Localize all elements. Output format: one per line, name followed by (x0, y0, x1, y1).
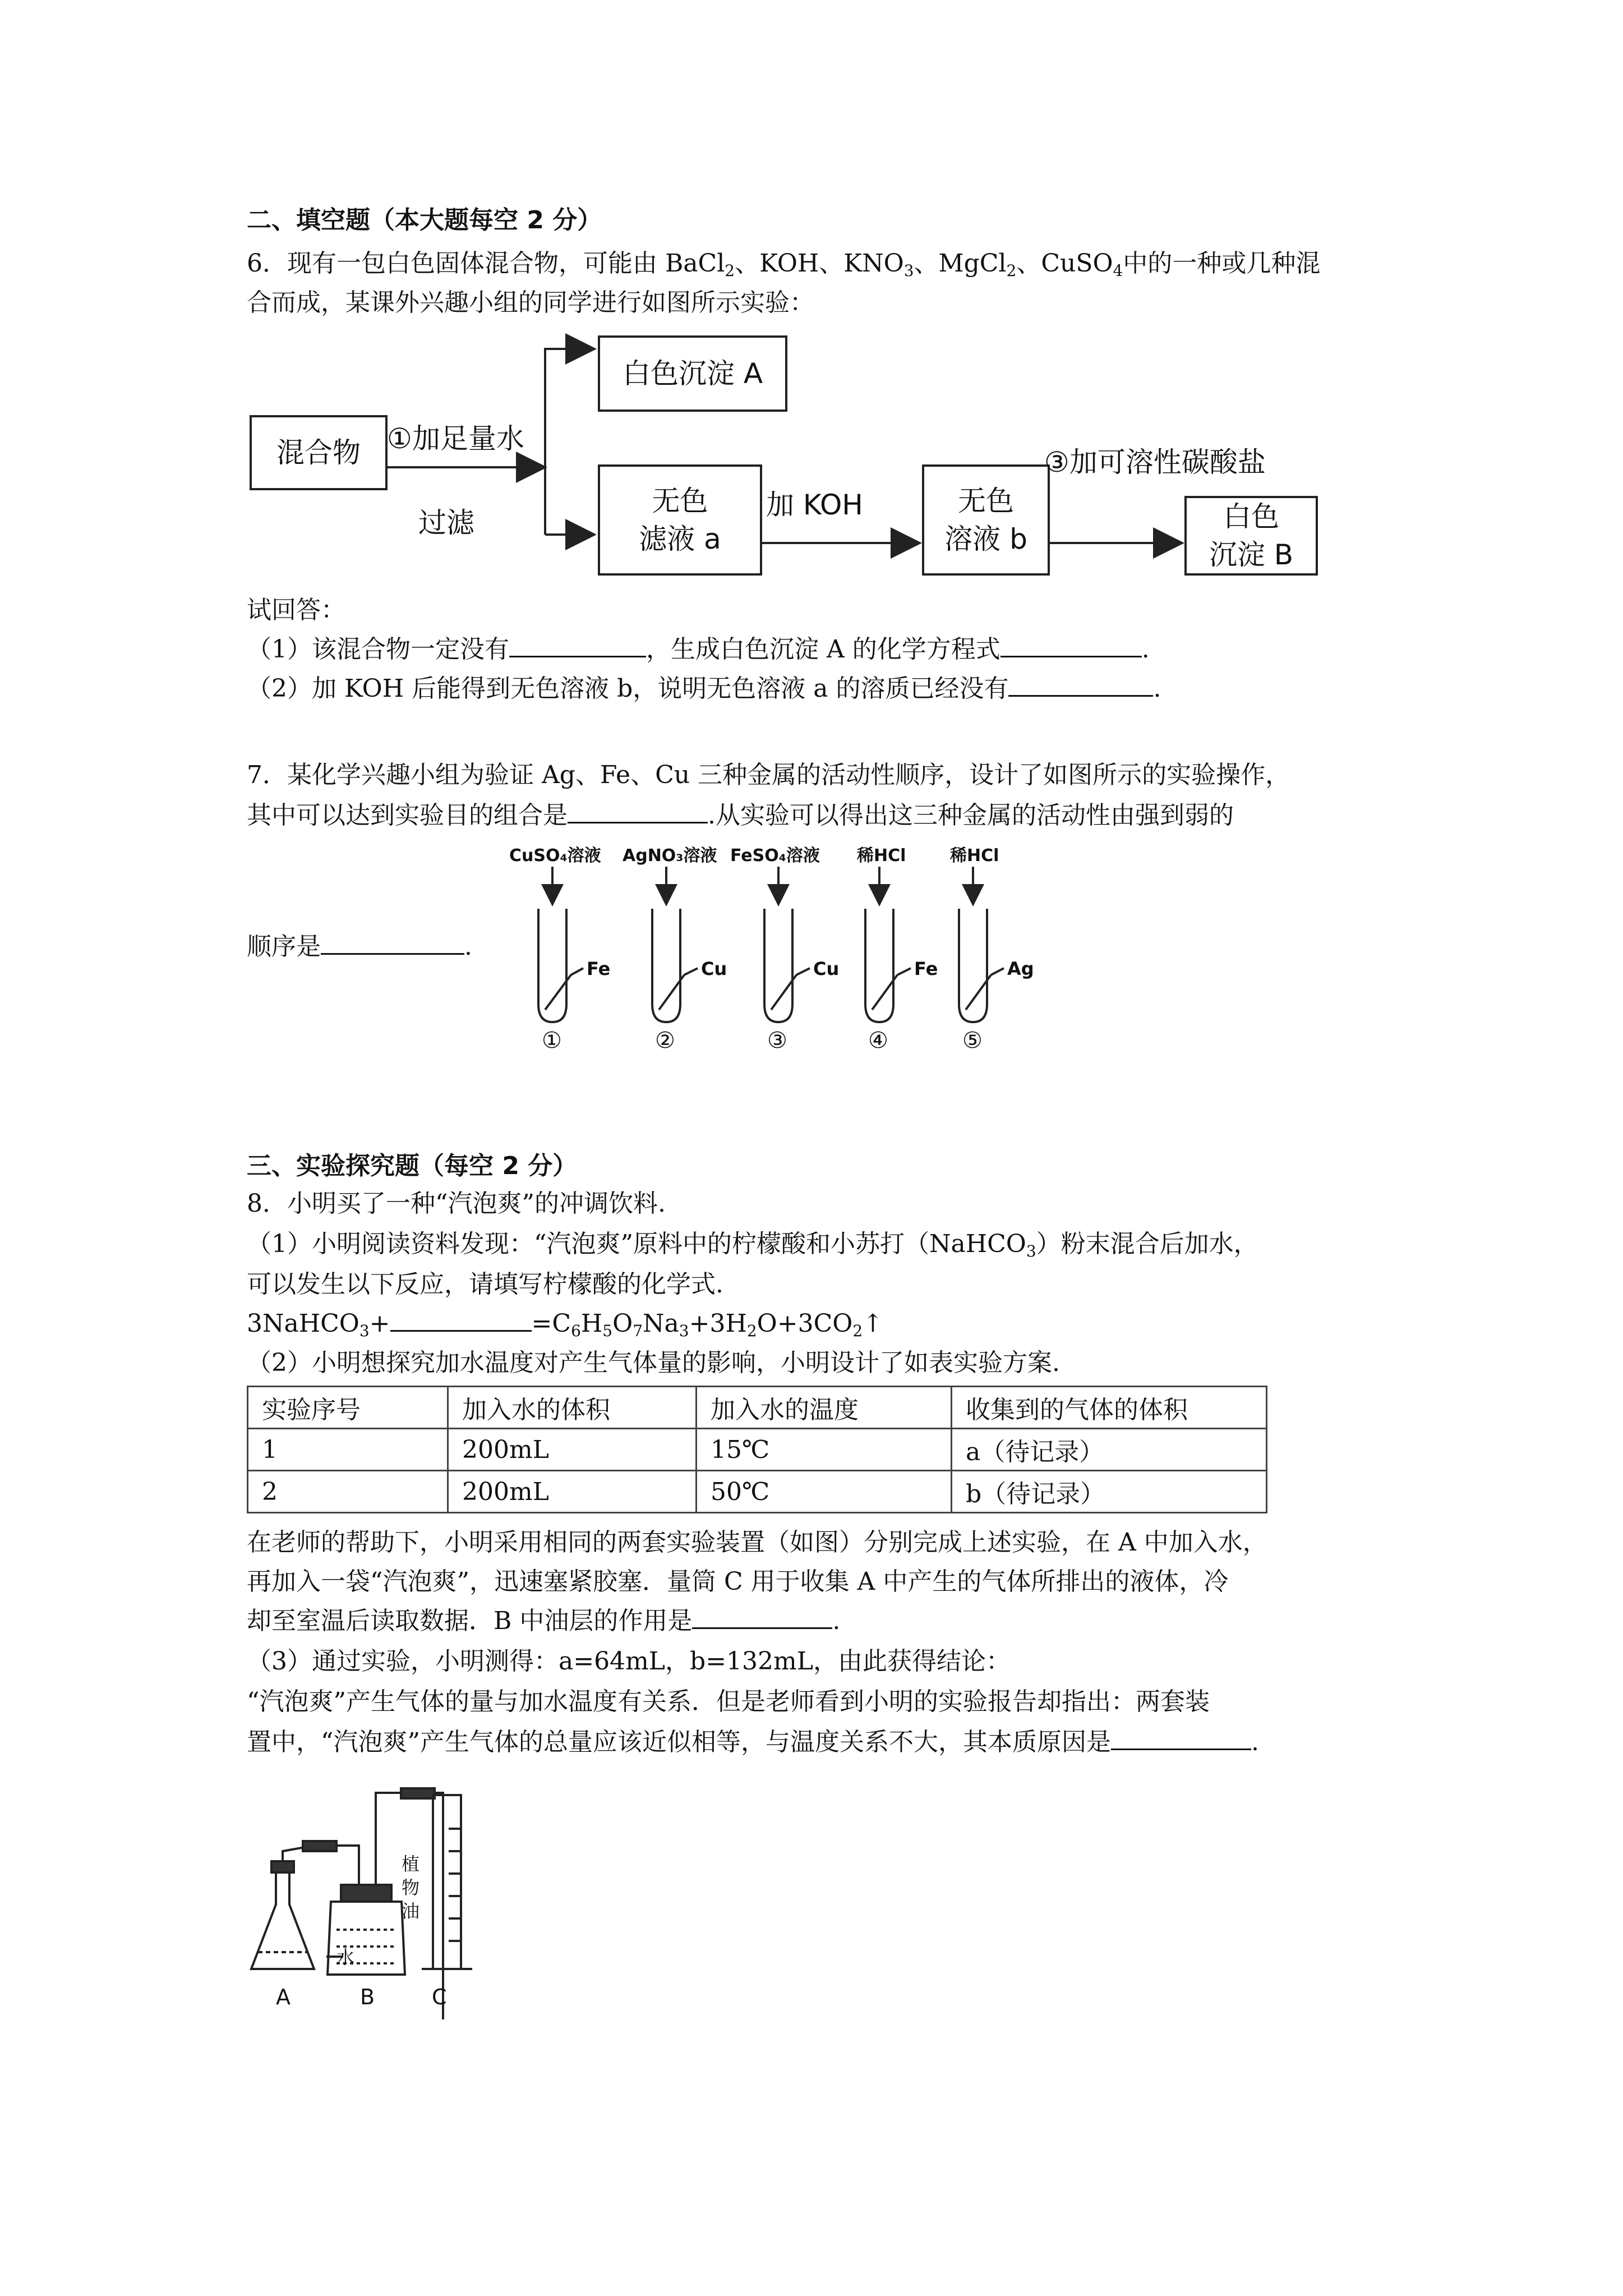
label-filter: 过滤 (418, 507, 474, 539)
q8-p2-after3: 却至室温后读取数据．B 中油层的作用是 . (247, 1604, 840, 1638)
apparatus-label-b: B (360, 1985, 375, 2009)
q8-p1-line1: （1）小明阅读资料发现：“汽泡爽”原料中的柠檬酸和小苏打（NaHCO$_3$）粉末混合后加水， (247, 1230, 1258, 1260)
table-cell: 1 (248, 1429, 448, 1471)
tube3-metal: Cu (813, 958, 840, 979)
q6-line2: 合而成，某课外兴趣小组的同学进行如图所示实验： (247, 288, 814, 317)
box-solution-b: 无色 溶液 b (922, 464, 1050, 576)
table-header-cell: 收集到的气体的体积 (952, 1387, 1267, 1429)
q6-line1: 6．现有一包白色固体混合物，可能由 BaCl$_2$、KOH、$KNO_3$、MgCl$_2$、CuSO$_4$中的一种或几种混 (247, 249, 1321, 280)
label-add-koh: 加 KOH (766, 489, 863, 521)
q8-p2-after1: 在老师的帮助下，小明采用相同的两套实验装置（如图）分别完成上述实验，在 A 中加入水， (247, 1528, 1267, 1557)
q8-p2: （2）小明想探究加水温度对产生气体量的影响，小明设计了如表实验方案. (247, 1349, 1060, 1377)
q8-p3-line1: （3）通过实验，小明测得：a=64mL，b=132mL，由此获得结论： (247, 1647, 1011, 1676)
box-filtrate-a: 无色 滤液 a (598, 464, 762, 576)
table-cell: 50℃ (697, 1471, 952, 1513)
tube4-reagent: 稀HCl (857, 846, 906, 866)
section2-heading: 二、填空题（本大题每空 2 分） (247, 206, 602, 234)
tube2-reagent: AgNO₃溶液 (623, 846, 717, 866)
tube2-metal: Cu (701, 958, 727, 979)
tube5-number: ⑤ (962, 1028, 983, 1053)
table-cell: 2 (248, 1471, 448, 1513)
tube4-metal: Fe (914, 958, 938, 979)
q8-equation: 3NaHCO$_3$+ $=C_6H_5O_7Na_3+3H_2O+3CO_2↑$ (247, 1307, 883, 1341)
label-step3: ③加可溶性碳酸盐 (1044, 446, 1266, 478)
table-header-cell: 加入水的体积 (448, 1387, 697, 1429)
q8-p2-after2: 再加入一袋“汽泡爽”，迅速塞紧胶塞．量筒 C 用于收集 A 中产生的气体所排出的液体，冷 (247, 1567, 1229, 1596)
table-header-cell: 实验序号 (248, 1387, 448, 1429)
q8-p3-line2: “汽泡爽”产生气体的量与加水温度有关系．但是老师看到小明的实验报告却指出：两套装 (247, 1687, 1210, 1716)
box-precipitate-b: 白色 沉淀 B (1184, 496, 1318, 576)
table-cell: b（待记录） (952, 1471, 1267, 1513)
box-mixture: 混合物 (250, 415, 388, 490)
q7-line3: 顺序是 . (247, 930, 472, 964)
q7-line1: 7．某化学兴趣小组为验证 Ag、Fe、Cu 三种金属的活动性顺序，设计了如图所示的实验操作， (247, 761, 1290, 789)
q6-answer-intro: 试回答： (247, 596, 345, 624)
oil-label: 植 物 油 (402, 1853, 420, 1922)
tube3-number: ③ (767, 1028, 787, 1053)
table-cell: 200mL (448, 1471, 697, 1513)
tube5-metal: Ag (1007, 958, 1034, 979)
apparatus-label-c: C (432, 1985, 447, 2009)
table-header-cell: 加入水的温度 (697, 1387, 952, 1429)
apparatus-label-a: A (276, 1985, 291, 2009)
q7-line2: 其中可以达到实验目的组合是 .从实验可以得出这三种金属的活动性由强到弱的 (247, 799, 1234, 832)
tube1-number: ① (542, 1028, 562, 1053)
q6-sub2: （2）加 KOH 后能得到无色溶液 b，说明无色溶液 a 的溶质已经没有 . (247, 672, 1161, 706)
tube3-reagent: FeSO₄溶液 (730, 846, 820, 866)
tube1-metal: Fe (587, 958, 611, 979)
tube1-reagent: CuSO₄溶液 (509, 846, 601, 866)
q8-p1-line2: 可以发生以下反应，请填写柠檬酸的化学式. (247, 1270, 723, 1299)
box-precipitate-a: 白色沉淀 A (598, 335, 787, 412)
water-label: 水 (336, 1947, 355, 1968)
section3-heading: 三、实验探究题（每空 2 分） (247, 1152, 578, 1180)
tube4-number: ④ (868, 1028, 888, 1053)
label-step1: ①加足量水 (387, 422, 524, 455)
q6-sub1: （1）该混合物一定没有 ，生成白色沉淀 A 的化学方程式 . (247, 633, 1150, 666)
tube5-reagent: 稀HCl (950, 846, 999, 866)
table-cell: 200mL (448, 1429, 697, 1471)
tube2-number: ② (655, 1028, 675, 1053)
q8-p3-line3: 置中，“汽泡爽”产生气体的总量应该近似相等，与温度关系不大，其本质原因是 . (247, 1726, 1259, 1759)
table-cell: a（待记录） (952, 1429, 1267, 1471)
q8-line1: 8．小明买了一种“汽泡爽”的冲调饮料. (247, 1189, 666, 1218)
table-cell: 15℃ (697, 1429, 952, 1471)
